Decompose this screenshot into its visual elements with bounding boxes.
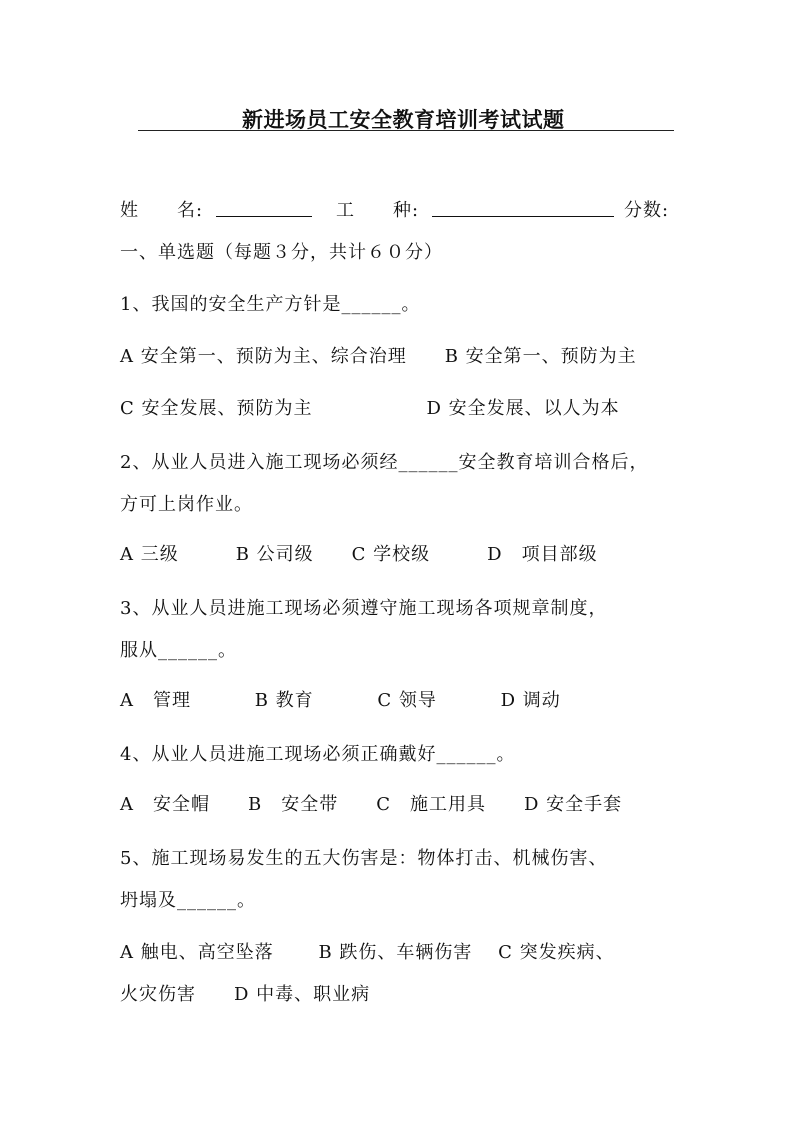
question-5-stem-line-1: 5、施工现场易发生的五大伤害是：物体打击、机械伤害、 xyxy=(120,848,608,869)
question-2-options: A 三级 B 公司级 C 学校级 D 项目部级 xyxy=(120,544,598,565)
question-2-stem-line-2: 方可上岗作业。 xyxy=(120,494,253,515)
question-4-options: A 安全帽 B 安全带 C 施工用具 D 安全手套 xyxy=(120,794,623,815)
score-label: 分数: xyxy=(624,200,670,221)
question-5-options-row-1: A 触电、高空坠落 B 跌伤、车辆伤害 C 突发疾病、 xyxy=(120,942,615,963)
exam-title xyxy=(138,104,674,131)
exam-title-text: 新进场员工安全教育培训考试试题 xyxy=(242,107,565,132)
question-4-stem: 4、从业人员进施工现场必须正确戴好______。 xyxy=(120,744,516,765)
type-blank[interactable] xyxy=(432,196,614,217)
question-5-options-row-2: 火灾伤害 D 中毒、职业病 xyxy=(120,984,371,1005)
question-3-stem-line-2: 服从______。 xyxy=(120,640,237,661)
question-3-stem-line-1: 3、从业人员进施工现场必须遵守施工现场各项规章制度， xyxy=(120,598,608,619)
question-1-options-row-1: A 安全第一、预防为主、综合治理 B 安全第一、预防为主 xyxy=(120,346,637,367)
name-blank[interactable] xyxy=(216,196,312,217)
question-1-stem: 1、我国的安全生产方针是______。 xyxy=(120,294,421,315)
question-1-options-row-2: C 安全发展、预防为主 D 安全发展、以人为本 xyxy=(120,398,620,419)
question-2-stem-line-1: 2、从业人员进入施工现场必须经______安全教育培训合格后， xyxy=(120,452,649,473)
question-5-stem-line-2: 坍塌及______。 xyxy=(120,890,256,911)
name-label: 姓 名: xyxy=(120,200,204,221)
question-3-options: A 管理 B 教育 C 领导 D 调动 xyxy=(120,690,561,711)
section-heading: 一、单选题（每题３分，共计６０分） xyxy=(120,242,443,263)
type-label: 工 种: xyxy=(336,200,420,221)
